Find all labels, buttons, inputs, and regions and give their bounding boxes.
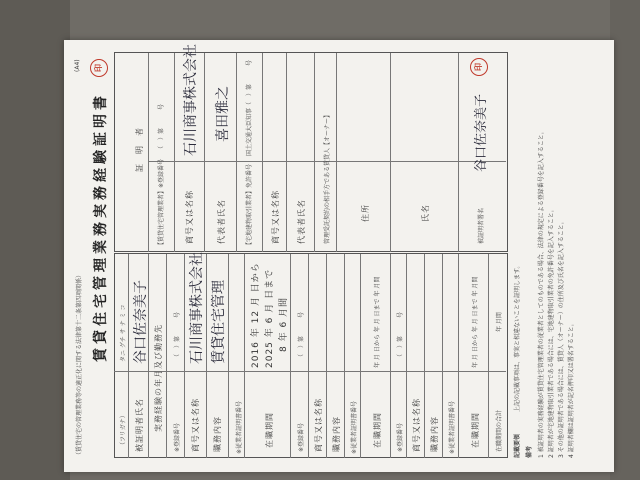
period-total-1: 8 年 6 月間 bbox=[279, 296, 289, 352]
certificate-paper bbox=[64, 40, 614, 472]
manager-reg-label: 【賃貸住宅管理業者】※登録番号 bbox=[158, 158, 165, 248]
note-line-4: 4 証明者欄は証明者が記名押印又は署名すること。 bbox=[568, 320, 575, 458]
background-left bbox=[0, 0, 70, 480]
period-text-2: 年 月 日から 年 月 日まで 年 月間 bbox=[374, 276, 381, 368]
reg-label-3: ※登録番号 bbox=[397, 422, 404, 452]
note-line-2: 2 証明者が宅地建物取引業者である場合には、宅地建物取引業者の免許番号を記入すること。 bbox=[548, 206, 555, 458]
period-from-1: 2016 年 12 月 日から bbox=[251, 262, 261, 368]
rep-label: 代表者氏名 bbox=[217, 199, 226, 244]
name-value: 谷口佐奈美子 bbox=[133, 280, 149, 364]
notes-lead: 記載要領 bbox=[514, 433, 521, 458]
reg-value-2: （ ）第 号 bbox=[298, 311, 305, 360]
realtor-license-label: 【宅地建物取引業者】免許番号 bbox=[246, 163, 253, 248]
cert-label-2: ※従業者証明書番号 bbox=[351, 400, 358, 454]
reg-label-1: ※登録番号 bbox=[174, 422, 181, 452]
background-right bbox=[610, 0, 640, 480]
manager-reg-value: （ ）第 号 bbox=[158, 103, 165, 152]
cert-label-1: ※従業者証明書番号 bbox=[236, 400, 243, 454]
notes-heading: 備考 bbox=[526, 445, 533, 458]
reg-value-3: （ ）第 号 bbox=[397, 311, 404, 360]
right-biz-value: 石川商事株式会社 bbox=[183, 44, 199, 156]
document-title: 賃貸住宅管理業務実務経験証明書 bbox=[93, 92, 109, 362]
signer-value: 谷口佐奈美子 bbox=[474, 93, 489, 172]
biz-label-3: 商号又は名称 bbox=[412, 398, 421, 452]
paper-size: (A4) bbox=[74, 59, 81, 72]
right-biz2-label: 商号又は名称 bbox=[271, 190, 280, 244]
period-to-1: 2025 年 6 月 日まで bbox=[265, 268, 275, 368]
seal-stamp-signer: 印 bbox=[470, 58, 488, 76]
note-line-1: 1 被証明者の実務経験が賃貸住宅管理業者の従業者としてのものである場合、法律の規定による登録番号を記入すること。 bbox=[538, 128, 545, 458]
duty-label-2: 職務内容 bbox=[332, 416, 341, 452]
duty-label-1: 職務内容 bbox=[213, 416, 222, 452]
owner-address-label: 住所 bbox=[361, 204, 370, 222]
owner-label: 管理受託契約の相手方である賃貸人【オーナー】 bbox=[324, 111, 331, 244]
certificate-rotated-content bbox=[64, 40, 614, 472]
name-label: 被証明者氏名 bbox=[135, 398, 144, 452]
period-label-1: 在職期間 bbox=[265, 412, 274, 448]
rep-value: 喜田雅之 bbox=[215, 86, 231, 142]
reg-label-2: ※登録番号 bbox=[298, 422, 305, 452]
rep2-label: 代表者氏名 bbox=[297, 199, 306, 244]
total-text: 年 月間 bbox=[496, 312, 503, 332]
certifier-header: 証 明 者 bbox=[135, 127, 144, 172]
note-line-3: 3 その他の証明者である場合には、賃貸人（オーナー）の住所及び氏名を記入すること。 bbox=[558, 218, 565, 458]
biz-value-1: 石川商事株式会社 bbox=[189, 252, 205, 364]
owner-name-label: 氏名 bbox=[421, 204, 430, 222]
period-text-3: 年 月 日から 年 月 日まで 年 月間 bbox=[472, 276, 479, 368]
reg-value-1: （ ）第 号 bbox=[174, 311, 181, 360]
signer-label: 被証明者署名 bbox=[478, 207, 485, 244]
duty-label-3: 職務内容 bbox=[430, 416, 439, 452]
realtor-license-value: 国土交通大臣知事（ ）第 号 bbox=[246, 59, 253, 156]
duty-value-1: 賃貸住宅管理 bbox=[211, 280, 227, 364]
cert-label-3: ※従業者証明書番号 bbox=[449, 400, 456, 454]
furigana-label: （フリガナ） bbox=[120, 412, 127, 448]
total-label: 在職期間の合計 bbox=[496, 409, 503, 452]
period-label-3: 在職期間 bbox=[471, 412, 480, 448]
notes-warning: 上記の記載事項は、事実と相違ないことを証明します。 bbox=[514, 262, 521, 412]
biz-label-2: 商号又は名称 bbox=[314, 398, 323, 452]
period-label-2: 在職期間 bbox=[373, 412, 382, 448]
law-note: （賃貸住宅の管理業務等の適正化に関する法律第十二条第四項関係） bbox=[76, 271, 83, 458]
experience-label: 実務経験の年月及び勤務先 bbox=[154, 324, 163, 432]
biz-label-1: 商号又は名称 bbox=[191, 398, 200, 452]
furigana-value: タニ グチ サ ナ ミ コ bbox=[120, 304, 127, 362]
right-biz-label: 商号又は名称 bbox=[185, 190, 194, 244]
seal-stamp-top: 印 bbox=[90, 59, 108, 77]
